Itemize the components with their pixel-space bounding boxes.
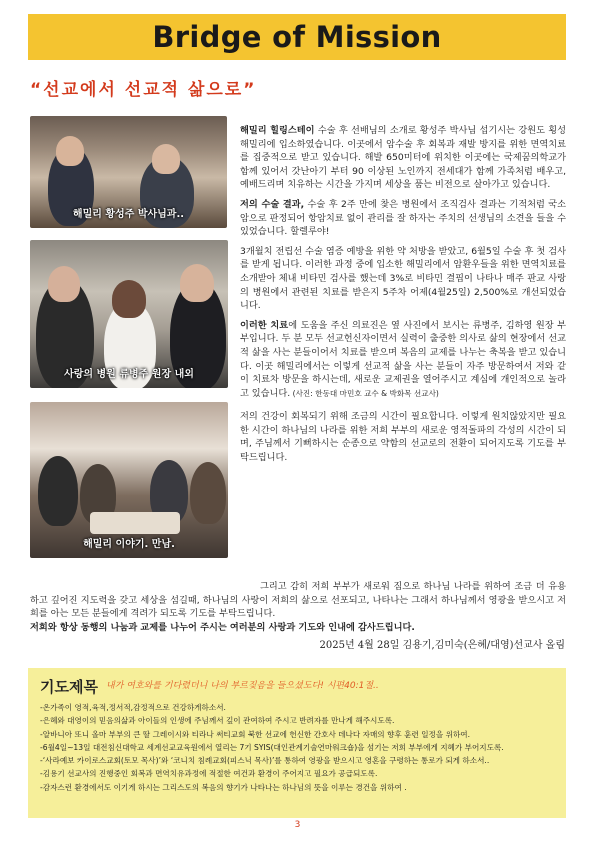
paragraph-surgery-result — [240, 198, 566, 239]
paragraph-lead: 이러한 치료 — [240, 319, 289, 331]
paragraph-lead: 해밀리 힐링스테이 — [240, 125, 315, 136]
page-number: 3 — [294, 820, 301, 830]
photo-caption: 사랑의 병원 류병주 원장 내외 — [64, 369, 194, 380]
paragraph-doctors — [240, 319, 566, 401]
paragraph-thanks: 저희와 항상 동행의 나눔과 교제를 나누어 주시는 여러분의 사랑과 기도와 인내에 감사드립니다. — [30, 621, 415, 633]
prayer-item: -‘사라예보 카이로스교회(토모 목사)’와 ‘코니치 침례교회(피스닉 목사)’를 통하여 영광을 받으시고 영혼을 구령하는 통로가 되게 하소서.. — [40, 756, 490, 766]
photo-caption: 해밀리 황성주 박사님과.. — [72, 209, 185, 220]
prayer-item: -알바니아 또니 올마 부부의 큰 딸 그레이시와 티라나 써티교회 북한 선교에 헌신한 간호사 데나다 자매의 향후 훈련 일정을 위하여. — [40, 729, 471, 739]
photo-hospital-doctors — [30, 240, 228, 388]
person-face — [56, 136, 84, 166]
article-subtitle: “선교에서 선교적 삶으로” — [30, 80, 257, 100]
paragraph-treatment: 3개월치 전립선 수술 염증 예방을 위한 약 처방을 받았고, 6월5일 수술 후 첫 검사를 받게 됩니다. 이러한 과정 중에 입소한 해밀리에서 암환우들을 위한 면역치료를 소개받아 체내 비타민 검사를 했는데 3%로 비타민 결핍이 나타나 매주 판교 사랑의 병원에서 관련된 치료를 받은지 5주차 어제(4월25일) 2,500%로 개선되었습니다. — [240, 245, 566, 312]
person-hair — [112, 280, 146, 318]
person-figure — [190, 462, 226, 524]
article-body-right — [240, 124, 566, 471]
title-banner — [28, 14, 566, 60]
dinner-table — [90, 512, 180, 534]
prayer-title: 기도제목 — [40, 678, 98, 696]
person-face — [48, 266, 80, 302]
prayer-item: -온가족이 영적,육적,정서적,감정적으로 건강하게하소서. — [40, 703, 226, 712]
handwritten-verse: 내가 여호와를 기다렸더니 나의 부르짖음을 들으셨도다! 시편40:1절.. — [106, 681, 379, 691]
person-face — [152, 144, 180, 174]
prayer-item: -감자스런 환경에서도 이기게 하시는 그리스도의 복음의 향기가 나타나는 하나님의 뜻을 이루는 경건을 위하여 . — [40, 782, 407, 792]
prayer-requests-box — [28, 668, 566, 818]
newsletter-title: Bridge of Mission — [152, 20, 442, 54]
photo-dinner-gathering — [30, 402, 228, 558]
prayer-item: -은혜와 대영이의 믿음의삶과 아이들의 인생에 주님께서 깊이 관여하여 주시고 반려자를 만나게 해주시도록. — [40, 716, 395, 726]
paragraph-prayer-request: 그리고 감히 저희 부부가 새로워 짐으로 하나님 나라를 위하여 조금 더 유용하고 깊어진 지도력을 갖고 세상을 섬길때, 하나님의 사랑이 저희의 삶으로 선포되고, 나타나는 그래서 하나님께서 영광을 받으시고 저희를 아는 모든 분들에게 격려가 되도록 기도를 부탁드립니다. — [30, 581, 566, 620]
signature-line: 2025년 4월 28일 김용기,김미숙(은혜/대영)선교사 올림 — [319, 640, 565, 651]
paragraph-lead: 저의 수술 결과, — [240, 198, 305, 210]
article-closing — [30, 580, 566, 634]
photo-caption: 해밀리 이야기. 만남. — [83, 539, 175, 550]
paragraph-recovery: 저의 건강이 회복되기 위해 조금의 시간이 필요합니다. 이렇게 원치않았지만 필요한 시간이 하나님의 나라를 위한 저희 부부의 새로운 영적돌파의 각성의 시간이 되며, 주님께서 기뻐하시는 순종으로 약함의 선교로의 전환이 되어지도록 기도를 부탁드립니다. — [240, 411, 566, 464]
prayer-item: -김용기 선교사의 진행중인 회복과 면역치유과정에 적절한 여건과 환경이 주어지고 필요가 공급되도록. — [40, 769, 378, 779]
prayer-item: -6월4일~13일 대전침신대학교 세계선교교육원에서 열리는 7기 SYIS(대인관계기술연마워크숍)을 섬기는 저희 부부에게 지혜가 부어지도록. — [40, 742, 504, 752]
photo-hamilli-meeting — [30, 116, 227, 228]
person-figure — [38, 456, 78, 526]
paragraph-text: 수술 후 선배님의 소개로 황성주 박사님 섭기시는 강원도 횡성 해밀리에 입소하였습니다. 이곳에서 암수술 후 회복과 재발 방지를 위한 면역치료를 집중적으로 받고 있습니다. 해발 650미터에 위치한 이곳에는 국제꿈의학교가 함께 있어서 갓난아기 부터 90 이상된 노인까지 전세대가 함께 가족처럼 배우고, 예배드리며 치유하는 시간을 가지며 세상을 품는 비전으로 살아가고 있습니다. — [240, 125, 566, 191]
photo-credit-note: (사진: 한동대 마민호 교수 & 박화목 선교사) — [290, 388, 439, 398]
paragraph-text: 수술 후 2주 만에 찾은 병원에서 조직검사 결과는 기적처럼 국소암으로 판정되어 항암치료 없이 관리를 잘 하자는 주치의 선생님의 소견을 들을 수 있었습니다. 할렐루야! — [240, 198, 566, 238]
paragraph-hamilli — [240, 124, 566, 192]
paragraph-text: 에 도움을 주신 의료진은 옆 사진에서 보시는 류병주, 김하영 원장 부부입니다. 두 분 모두 선교헌신자이면서 실력이 출중한 의사로 삶의 현장에서 선교적 삶을 사는 분들이어서 치료를 받으며 복음의 교제를 나누는 축복을 받고 있습니다. 이곳 해밀리에서는 이렇게 선교적 삶을 사는 분들이 자주 방문하여서 저와 같이 치료차 방문을 하시는데, 새로운 교제권을 열어주시고 계심에 개인적으로 놀라고 있습니다. — [240, 319, 566, 399]
person-face — [180, 264, 214, 302]
prayer-list — [40, 701, 560, 794]
